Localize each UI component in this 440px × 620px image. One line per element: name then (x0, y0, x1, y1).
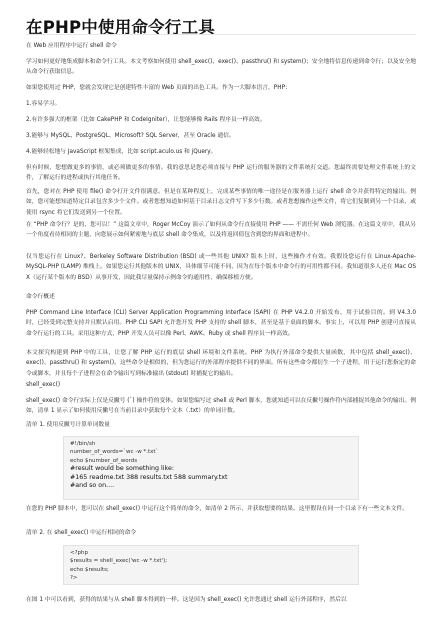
body-paragraph: 仅当您运行在 Linux?、Berkeley Software Distribution (BSD) 或一些其他 UNIX? 版本上时，这些操作才有效。我假设您运行在 Linux-Apache-MySQL-PHP (LAMP) 堆栈上。如果您运行其他版本的 UNIX，具体细节可能不同，因为在每个版本中命令行的可用性都不同。我知道很多人还在 Mac OS X（运行某个版本的 BSD）从事开发，因此我尽量保持示例命令的通用性，确保移植方便。 (26, 254, 416, 281)
code-line: echo $results; (70, 566, 109, 573)
body-paragraph: 本文探究构建到 PHP 中的工具，让您了解 PHP 运行的底层 shell 环境和文件系统。PHP 为执行外部命令提供大量函数，其中包括 shell_exec()、exec()、passthru() 和 system()。这些命令是相似的，但为您运行的外部程序提供不同的界面。所有这些命令都衍生一个子进程，用于运行您指定的命令或脚本，并且每个子进程会在命令输出写到标准输出 (stdout) 时捕捉它的输出。 (26, 350, 416, 377)
intro-paragraph: 学习如何更好地集成脚本和命令行工具。本文考察如何使用 shell_exec()、exec()、passthru() 和 system()；安全地将信息传递到命令行；以及安全地从命令行获取信息。 (26, 59, 416, 76)
list-item: 4.能够轻松地与 JavaScript 框架集成，比如 script.aculo.us 和 jQuery。 (26, 149, 217, 155)
code-line: <?php (70, 550, 88, 556)
body-paragraph: 如果您使用过 PHP，您就会发现它是创建特性丰富的 Web 页面的出色工具。作为一大脚本语言，PHP： (26, 85, 291, 91)
code-line: #!/bin/sh (70, 441, 96, 447)
code-line: #165 readme.txt 388 results.txt 588 summary.txt (70, 473, 228, 481)
code-line: number_of_words=`wc -w *.txt` (70, 449, 159, 456)
title-divider (26, 34, 416, 35)
body-paragraph: PHP Command Line Interface (CLI) Server Application Programming Interface (SAPI) 在 PHP V4.2.0 开始发布，用于试验目的。到 V4.3.0 时，已经受到完整支持并且默认启用。PHP CLI SAPI 允许您开发 PHP 支持的 shell 脚本，甚至是基于桌面的脚本。事实上，可以用 PHP 创建可直接从命令行运行的工具。采用这种方式，PHP 开发人员可以像 Perl、AWK、Ruby 或 shell 程序员一样高效。 (26, 310, 416, 337)
body-paragraph: 在您的 PHP 脚本中，您可以在 shell_exec() 中运行这个简单的命令，如清单 2 所示，并获取想要的结果。这里假设在同一个目录下有一些文本文件。 (26, 506, 408, 512)
body-paragraph: 但有时候，您想做更多的事情，或必须做更多的事情。我的意思是您必须直接与 PHP 运行的服务器的文件系统打交道。您最终需要处理文件系统上的文件，了解运行的进程或执行其他任务。 (26, 165, 416, 182)
code-listing-2 (63, 545, 359, 585)
code-line: $results = shell_exec('wc -w *.txt'); (70, 558, 168, 565)
subtitle-paragraph: 在 Web 应用程序中运行 shell 命令 (26, 43, 117, 49)
section-heading: shell_exec() (26, 382, 61, 388)
list-item: 1.容易学习。 (26, 101, 61, 107)
code-line: ?> (70, 575, 78, 582)
code-line: #result would be something like: (70, 465, 174, 473)
body-paragraph: shell_exec() 命令行实际上仅是反撇号 (`) 操作符的变体。如果您编写过 shell 或 Perl 脚本，您就知道可以在反撇号操作符内部捕捉其他命令的输出。例如，清单 1 显示了如何使用反撇号在当前目录中获取每个文本（.txt）的单词计数。 (26, 398, 416, 415)
page-title: 在PHP中使用命令行工具 (26, 18, 215, 37)
code-line: #and so on.... (70, 482, 115, 490)
body-paragraph: 在 “PHP 命令行？是的，您可以！” 这篇文章中，Roger McCoy 演示了如何从命令行直接使用 PHP —— 不需任何 Web 浏览器。在这篇文章中，我从另一个角度看待相同的主题，向您展示如何紧密地与底层 shell 命令集成，以及将返回值包含到您的界面和进程中。 (26, 222, 416, 239)
list-item: 2.有许多强大的框架（比如 CakePHP 和 CodeIgniter），让您能够像 Rails 程序员一样高效。 (26, 117, 266, 123)
body-paragraph: 首先，您对在 PHP 使用 file() 命令打开文件很满意。但是在某种程度上，完成某些事情的唯一途径是在服务器上运行 shell 命令并获得特定的输出。例如，您可能想知道特定目录包含多少个文件。或者您想知道如何基于目录日志文件写下多少行数。或者您想操作这些文件，将它们复制到另一个目录，或使用 rsync 将它们发送到另一个位置。 (26, 189, 416, 216)
listing-caption: 清单 2. 在 shell_exec() 中运行相同的命令 (26, 530, 137, 536)
code-listing-1 (63, 436, 359, 500)
section-heading: 命令行概述 (26, 294, 55, 300)
code-line: echo $number_of_words (70, 457, 138, 464)
body-paragraph: 在图 1 中可以看到，获得的结果与从 shell 脚本得到的一样。这是因为 shell_exec() 允许您通过 shell 运行外部程序，然后以 (26, 597, 347, 603)
listing-caption: 清单 1. 使用反撇号计算单词数量 (26, 422, 110, 428)
list-item: 3.能够与 MySQL、PostgreSQL、Microsoft? SQL Server，甚至 Oracle 通信。 (26, 133, 235, 139)
